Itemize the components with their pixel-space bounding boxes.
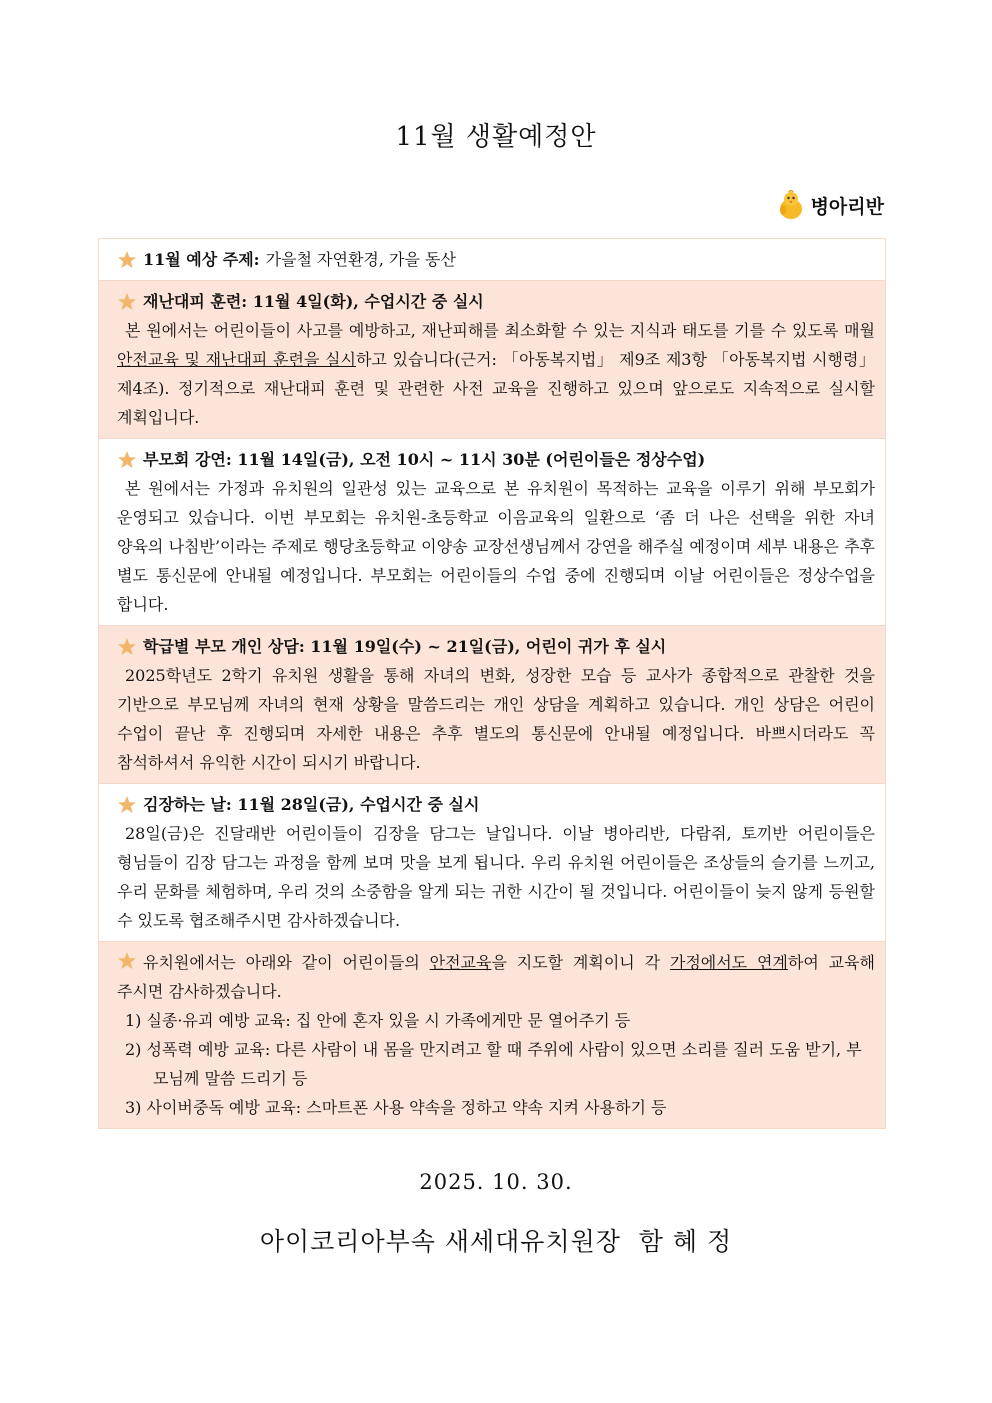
class-tag (777, 190, 884, 220)
safety-list (117, 1006, 875, 1122)
kimjang-heading: 김장하는 날: 11월 28일(금), 수업시간 중 실시 (143, 795, 480, 814)
star-icon (117, 795, 137, 815)
theme-value: 가을철 자연환경, 가을 동산 (265, 250, 456, 269)
class-name: 병아리반 (810, 195, 884, 218)
list-item: 1) 실종·유괴 예방 교육: 집 안에 혼자 있을 시 가족에게만 문 열어주기 등 (125, 1011, 631, 1030)
parents-heading: 부모회 강연: 11월 14일(금), 오전 10시 ~ 11시 30분 (어린이들은 정상수업) (143, 450, 706, 469)
drill-underline: 안전교육 및 재난대피 훈련을 실시 (117, 350, 356, 369)
section-theme (99, 239, 885, 281)
kimjang-body: 28일(금)은 진달래반 어린이들이 김장을 담그는 날입니다. 이날 병아리반, 다람쥐, 토끼반 어린이들은 형님들이 김장 담그는 과정을 함께 보며 맛을 보게 됩니다. 우리 유치원 어린이들은 조상들의 슬기를 느끼고, 우리 문화를 체험하며, 우리 것의 소중함을 알게 되는 귀한 시간이 될 것입니다. 어린이들이 늦지 않게 등원할 수 있도록 협조해주시면 감사하겠습니다. (117, 824, 875, 930)
parents-body: 본 원에서는 가정과 유치원의 일관성 있는 교육으로 본 유치원이 목적하는 교육을 이루기 위해 부모회가 운영되고 있습니다. 이번 부모회는 유치원-초등학교 이음교육의 일환으로 ‘좀 더 나은 선택을 위한 자녀 양육의 나침반’이라는 주제로 행당초등학교 이양송 교장선생님께서 강연을 해주실 예정이며 세부 내용은 추후 별도 통신문에 안내될 예정입니다. 부모회는 어린이들의 수업 중에 진행되며 이날 어린이들은 정상수업을 합니다. (117, 479, 875, 614)
list-item: 2) 성폭력 예방 교육: 다른 사람이 내 몸을 만지려고 할 때 주위에 사람이 있으면 소리를 질러 도움 받기, 부모님께 말씀 드리기 등 (125, 1040, 862, 1088)
safety-text-1: 유치원에서는 아래와 같이 어린이들의 (143, 953, 430, 972)
safety-underline-2: 가정에서도 연계 (669, 953, 788, 972)
signature: 아이코리아부속 새세대유치원장 함 혜 정 (259, 1227, 733, 1256)
issue-date: 2025. 10. 30. (419, 1170, 573, 1194)
theme-heading: 11월 예상 주제: (143, 250, 260, 269)
consult-body: 2025학년도 2학기 유치원 생활을 통해 자녀의 변화, 성장한 모습 등 교사가 종합적으로 관찰한 것을 기반으로 부모님께 자녀의 현재 상황을 말씀드리는 개인 상담을 계획하고 있습니다. 개인 상담은 어린이 수업이 끝난 후 진행되며 자세한 내용은 추후 별도의 통신문에 안내될 예정입니다. 바쁘시더라도 꼭 참석하셔서 유익한 시간이 되시기 바랍니다. (117, 666, 875, 772)
star-icon (117, 292, 137, 312)
drill-body (117, 316, 875, 432)
drill-heading: 재난대피 훈련: 11월 4일(화), 수업시간 중 실시 (143, 292, 484, 311)
chick-icon (777, 190, 805, 220)
safety-intro (117, 948, 875, 1006)
safety-underline-1: 안전교육 (429, 953, 492, 972)
section-parents (99, 438, 885, 626)
section-safety (99, 942, 885, 1128)
document-title: 11월 생활예정안 (395, 122, 597, 152)
section-consult (99, 626, 885, 783)
list-item: 3) 사이버중독 예방 교육: 스마트폰 사용 약속을 정하고 약속 지켜 사용하기 등 (125, 1098, 667, 1117)
section-drill (99, 281, 885, 438)
star-icon (117, 951, 137, 971)
drill-text-2: 하고 있습니다(근거: 「아동복지법」 제9조 제3항 「아동복지법 시행령」 제4조). 정기적으로 재난대피 훈련 및 관련한 사전 교육을 진행하고 있으며 앞으로도 지속적으로 실시할 계획입니다. (117, 350, 875, 427)
star-icon (117, 250, 137, 270)
consult-heading: 학급별 부모 개인 상담: 11월 19일(수) ~ 21일(금), 어린이 귀가 후 실시 (143, 637, 667, 656)
star-icon (117, 637, 137, 657)
schedule-box (98, 238, 886, 1129)
drill-text-1: 본 원에서는 어린이들이 사고를 예방하고, 재난피해를 최소화할 수 있는 지식과 태도를 기를 수 있도록 매월 (125, 321, 875, 340)
star-icon (117, 450, 137, 470)
safety-text-2: 을 지도할 계획이니 각 (491, 953, 670, 972)
safety-text-3: 하여 교육해 주시면 감사하겠습니다. (117, 953, 875, 1001)
section-kimjang (99, 783, 885, 942)
